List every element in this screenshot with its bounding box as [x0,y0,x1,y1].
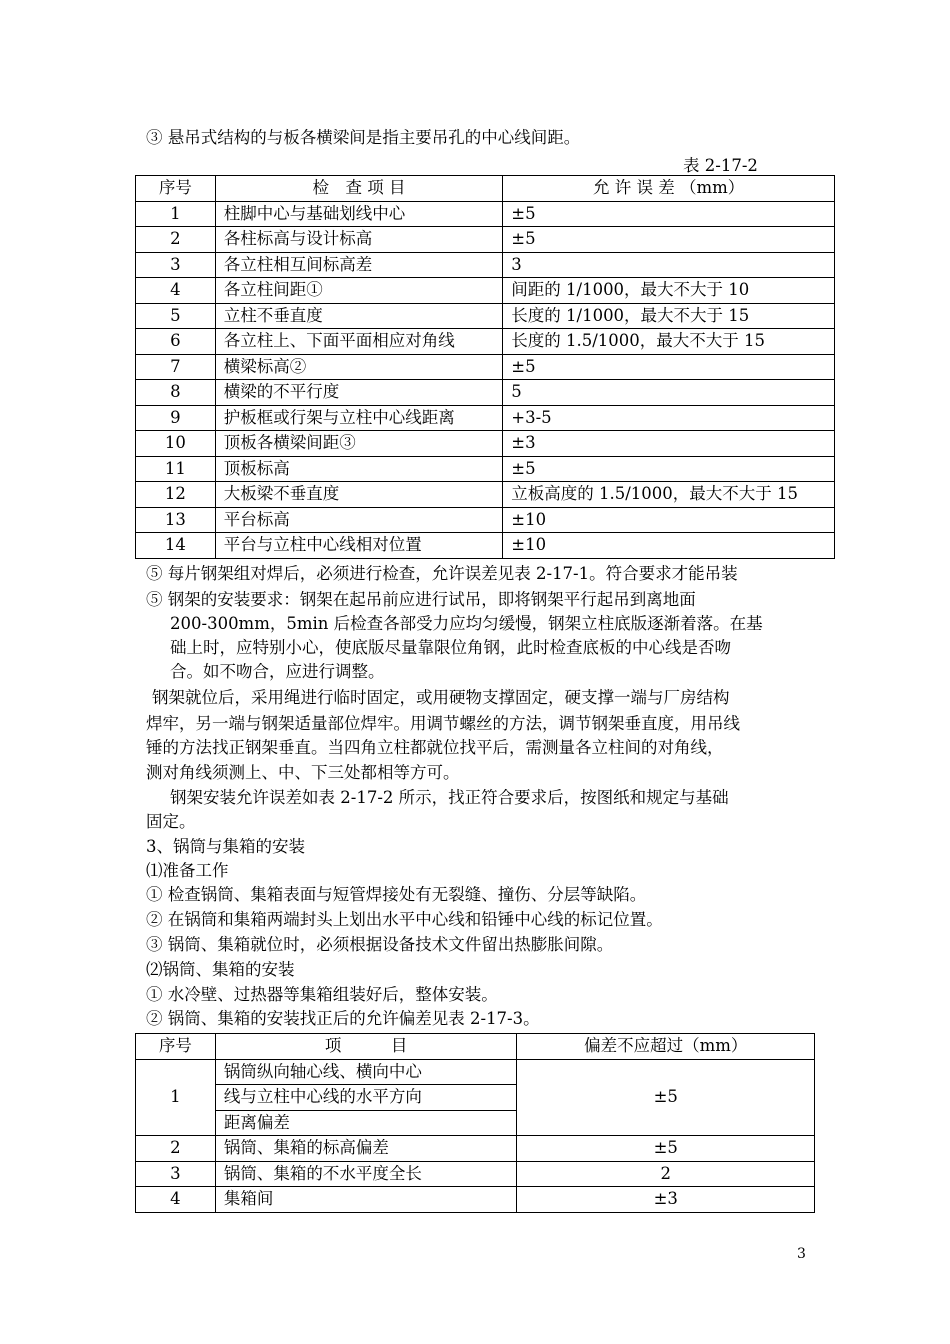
table-row [136,482,835,508]
item-cell: 锅筒、集箱的标高偏差 [215,1136,517,1162]
paragraph-line: 钢架安装允许误差如表 2-17-2 所示，找正符合要求后，按图纸和规定与基础 [170,788,729,807]
table-row [136,303,835,329]
paragraph-line: 焊牢，另一端与钢架适量部位焊牢。用调节螺丝的方法，调节钢架垂直度，用吊线 [146,714,740,733]
row-number: 14 [136,533,216,559]
item-cell: 集箱间 [215,1187,517,1213]
paragraph-line: ⑴准备工作 [146,861,229,880]
row-number: 2 [136,1136,216,1162]
value-cell: +3-5 [503,405,835,431]
table-row [136,252,835,278]
item-cell: 护板框或行架与立柱中心线距离 [215,405,503,431]
value-cell: 2 [517,1161,815,1187]
table-header-row [136,176,835,202]
header-cell: 偏差不应超过（mm） [517,1034,815,1060]
row-number: 8 [136,380,216,406]
value-cell: 长度的 1/1000，最大不大于 15 [503,303,835,329]
paragraph-line: 础上时，应特别小心，使底版尽量靠限位角钢，此时检查底板的中心线是否吻 [170,638,731,657]
table-row [136,380,835,406]
paragraph-line: 200-300mm，5min 后检查各部受力应均匀缓慢，钢架立柱底版逐渐着落。在基 [170,614,763,633]
table-row [136,507,835,533]
paragraph-line: ⑤ 每片钢架组对焊后，必须进行检查，允许误差见表 2-17-1。符合要求才能吊装 [146,564,738,583]
row-number: 13 [136,507,216,533]
table1-caption: 表 2-17-2 [683,156,758,175]
value-cell: ±3 [517,1187,815,1213]
value-cell: 间距的 1/1000，最大不大于 10 [503,278,835,304]
table-row [136,354,835,380]
item-cell: 柱脚中心与基础划线中心 [215,201,503,227]
tolerance-table-2-17-3 [135,1033,815,1213]
paragraph-line: 固定。 [146,812,196,831]
table-row [136,533,835,559]
row-number: 9 [136,405,216,431]
row-number: 10 [136,431,216,457]
item-cell: 横梁标高② [215,354,503,380]
item-cell: 各立柱相互间标高差 [215,252,503,278]
table-row [136,1161,815,1187]
item-cell: 各立柱间距① [215,278,503,304]
value-cell: ±10 [503,533,835,559]
item-cell: 距离偏差 [215,1110,517,1136]
paragraph-line: 测对角线须测上、中、下三处都相等方可。 [146,763,460,782]
row-number: 4 [136,278,216,304]
paragraph-line: ③ 锅筒、集箱就位时，必须根据设备技术文件留出热膨胀间隙。 [146,935,614,954]
paragraph-line: 锤的方法找正钢架垂直。当四角立柱都就位找平后，需测量各立柱间的对角线， [146,738,724,757]
row-number: 5 [136,303,216,329]
row-number: 12 [136,482,216,508]
item-cell: 立柱不垂直度 [215,303,503,329]
table-row [136,1136,815,1162]
value-cell: ±5 [503,227,835,253]
paragraph-line: ⑤ 钢架的安装要求：钢架在起吊前应进行试吊，即将钢架平行起吊到离地面 [146,590,696,609]
paragraph-line: ② 在锅筒和集箱两端封头上划出水平中心线和铅锤中心线的标记位置。 [146,910,663,929]
row-number: 1 [136,1059,216,1136]
value-cell: ±5 [503,201,835,227]
item-cell: 各立柱上、下面平面相应对角线 [215,329,503,355]
item-cell: 锅筒、集箱的不水平度全长 [215,1161,517,1187]
paragraph-line: ① 水冷壁、过热器等集箱组装好后，整体安装。 [146,985,498,1004]
table-row [136,1187,815,1213]
intro-text: ③ 悬吊式结构的与板各横梁间是指主要吊孔的中心线间距。 [146,128,581,147]
value-cell: ±5 [517,1059,815,1136]
value-cell: 5 [503,380,835,406]
item-cell: 线与立柱中心线的水平方向 [215,1085,517,1111]
value-cell: ±10 [503,507,835,533]
row-number: 3 [136,252,216,278]
header-cell: 允 许 误 差 （mm） [503,176,835,202]
item-cell: 平台与立柱中心线相对位置 [215,533,503,559]
table-header-row [136,1034,815,1060]
row-number: 4 [136,1187,216,1213]
table-row [136,431,835,457]
table-row [136,456,835,482]
value-cell: ±5 [503,456,835,482]
item-cell: 各柱标高与设计标高 [215,227,503,253]
row-number: 2 [136,227,216,253]
item-cell: 横梁的不平行度 [215,380,503,406]
row-number: 11 [136,456,216,482]
value-cell: 立板高度的 1.5/1000，最大不大于 15 [503,482,835,508]
value-cell: ±5 [517,1136,815,1162]
row-number: 6 [136,329,216,355]
header-cell: 检 查 项 目 [215,176,503,202]
table-row [136,329,835,355]
table-row [136,227,835,253]
table-row [136,278,835,304]
paragraph-line: 3、锅筒与集箱的安装 [146,837,305,856]
header-cell: 序号 [136,176,216,202]
item-cell: 平台标高 [215,507,503,533]
tolerance-table-2-17-2 [135,175,835,559]
header-cell: 序号 [136,1034,216,1060]
header-cell: 项 目 [215,1034,517,1060]
item-cell: 顶板各横梁间距③ [215,431,503,457]
value-cell: ±5 [503,354,835,380]
row-number: 1 [136,201,216,227]
table-row [136,405,835,431]
value-cell: ±3 [503,431,835,457]
table-row [136,201,835,227]
paragraph-line: ⑵锅筒、集箱的安装 [146,960,295,979]
table-row [136,1059,815,1085]
page-number: 3 [797,1246,806,1262]
item-cell: 锅筒纵向轴心线、横向中心 [215,1059,517,1085]
paragraph-line: 钢架就位后，采用绳进行临时固定，或用硬物支撑固定，硬支撑一端与厂房结构 [152,688,730,707]
paragraph-line: ② 锅筒、集箱的安装找正后的允许偏差见表 2-17-3。 [146,1009,540,1028]
value-cell: 长度的 1.5/1000，最大不大于 15 [503,329,835,355]
paragraph-line: ① 检查锅筒、集箱表面与短管焊接处有无裂缝、撞伤、分层等缺陷。 [146,885,647,904]
paragraph-line: 合。如不吻合，应进行调整。 [170,662,385,681]
row-number: 7 [136,354,216,380]
row-number: 3 [136,1161,216,1187]
item-cell: 大板梁不垂直度 [215,482,503,508]
value-cell: 3 [503,252,835,278]
item-cell: 顶板标高 [215,456,503,482]
